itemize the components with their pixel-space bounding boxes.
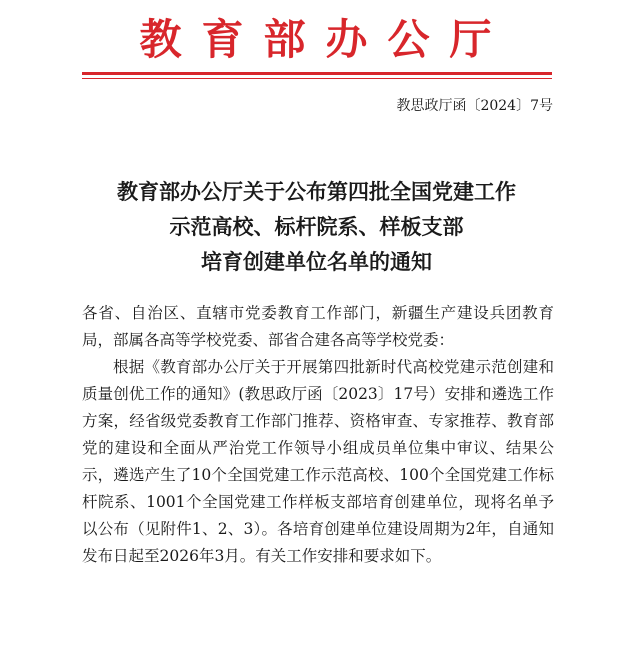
title-line-3: 培育创建单位名单的通知 — [201, 249, 432, 274]
addressee-paragraph: 各省、自治区、直辖市党委教育工作部门，新疆生产建设兵团教育局，部属各高等学校党委、部省合建各高等学校党委： — [82, 304, 554, 349]
masthead-red-rule-thick — [82, 72, 552, 75]
document-body — [82, 300, 554, 570]
document-number: 教思政厅函〔2024〕7号 — [396, 98, 553, 114]
body-paragraph-1: 根据《教育部办公厅关于开展第四批新时代高校党建示范创建和质量创优工作的通知》(教思政厅函〔2023〕17号）安排和遴选工作方案，经省级党委教育工作部门推荐、资格审查、专家推荐、教育部党的建设和全面从严治党工作领导小组成员单位集中审议、结果公示，遴选产生了10个全国党建工作示范高校、100个全国党建工作标杆院系、1001个全国党建工作样板支部培育创建单位，现将名单予以公布（见附件1、2、3）。各培育创建单位建设周期为2年，自通知发布日起至2026年3月。有关工作安排和要求如下。 — [82, 358, 554, 565]
masthead-red-rule-thin — [82, 78, 552, 79]
title-line-2: 示范高校、标杆院系、样板支部 — [169, 214, 464, 239]
document-title — [0, 174, 633, 279]
issuer-masthead: 教育部办公厅 — [139, 15, 512, 64]
title-line-1: 教育部办公厅关于公布第四批全国党建工作 — [117, 179, 516, 204]
